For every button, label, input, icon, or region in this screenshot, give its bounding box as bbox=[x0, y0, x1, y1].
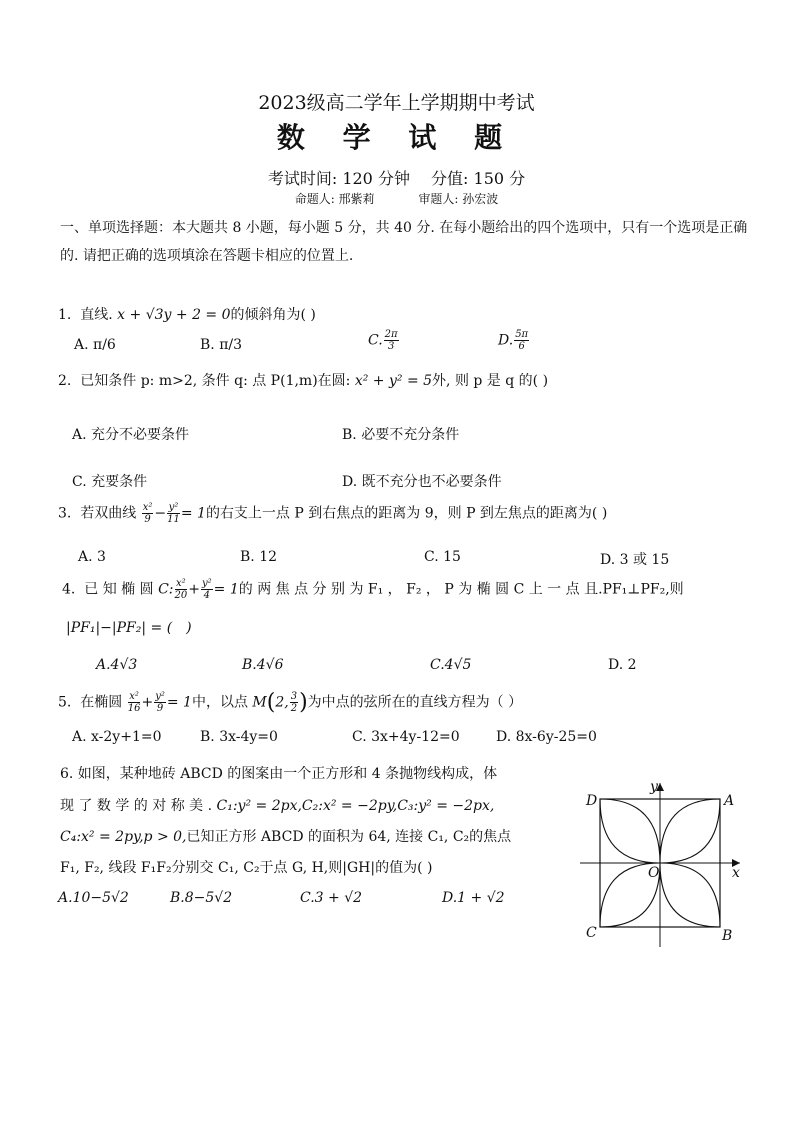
q5-option-c[interactable]: C. 3x+4y-12=0 bbox=[352, 729, 460, 745]
q6-option-b[interactable]: B.8−5√2 bbox=[170, 890, 233, 906]
q1-option-a[interactable]: A. π/6 bbox=[74, 337, 116, 353]
q2-option-d[interactable]: D. 既不充分也不必要条件 bbox=[342, 474, 502, 490]
time-score: 考试时间: 120 分钟 分值: 150 分 bbox=[267, 169, 526, 188]
q3-stem: 3. 若双曲线 $\frac{\text{x²}}{9}$ − $\frac{\text{y²}}{11}$ = 1的右支上一点 P 到右焦点的距离为 9，则 P 到左焦点的距离为( ) bbox=[58, 502, 608, 525]
parabola-arc bbox=[660, 863, 720, 927]
parabola-arc bbox=[660, 863, 720, 927]
label-b: B bbox=[722, 928, 733, 944]
authors bbox=[0, 190, 793, 207]
q3-option-b[interactable]: B. 12 bbox=[240, 549, 278, 565]
q2-option-c[interactable]: C. 充要条件 bbox=[72, 474, 148, 490]
author: 命题人: 邢紫莉 bbox=[294, 192, 375, 206]
q4-option-c[interactable]: C.4√5 bbox=[430, 657, 472, 673]
q2-option-a[interactable]: A. 充分不必要条件 bbox=[72, 427, 190, 443]
q6-line3: C₄:x² = 2py,p > 0,已知正方形 ABCD 的面积为 64, 连接 C₁, C₂的焦点 bbox=[60, 829, 512, 845]
q2-stem: 2. 已知条件 p: m>2, 条件 q: 点 P(1,m)在圆: x² + y² = 5外, 则 p 是 q 的( ) bbox=[58, 373, 549, 389]
q1-option-b[interactable]: B. π/3 bbox=[200, 337, 243, 353]
q3-option-c[interactable]: C. 15 bbox=[424, 549, 461, 565]
q6-figure bbox=[580, 775, 760, 950]
reviewer: 审题人: 孙宏波 bbox=[418, 192, 499, 206]
q4-stem: 4. 已 知 椭 圆 C: $\frac{\text{x²}}{20}$ + $\frac{\text{y²}}{4}$ = 1的 两 焦 点 分 别 为 F₁ ， F₂ ， P 为 椭 圆 C 上 一 点 且.PF₁⊥PF₂,则 bbox=[62, 578, 684, 601]
label-d: D bbox=[586, 793, 598, 809]
q5-option-a[interactable]: A. x-2y+1=0 bbox=[72, 729, 162, 745]
q4-stem-line2: |PF₁|−|PF₂| = ( ) bbox=[66, 620, 192, 636]
subject-title: 数 学 试 题 bbox=[276, 121, 517, 154]
q6-option-c[interactable]: C.3 + √2 bbox=[300, 890, 363, 906]
q6-line2: 现 了 数 学 的 对 称 美 . C₁:y² = 2px,C₂:x² = −2py,C₃:y² = −2px, bbox=[60, 798, 495, 814]
label-y: y bbox=[650, 779, 658, 795]
q3-option-a[interactable]: A. 3 bbox=[78, 549, 106, 565]
q4-option-a[interactable]: A.4√3 bbox=[96, 657, 138, 673]
q5-option-d[interactable]: D. 8x-6y-25=0 bbox=[496, 729, 597, 745]
parabola-arc bbox=[660, 799, 720, 863]
q1-option-d[interactable]: D. $\frac{5\pi}{6}$ bbox=[498, 329, 529, 352]
q5-stem: 5. 在椭圆 $\frac{\text{x²}}{16}$ + $\frac{\text{y²}}{9}$ = 1中，以点 M(2, $\frac{3}{2}$ )为中点的弦所在的直线方程为（ ） bbox=[58, 690, 523, 715]
parabola-arc bbox=[660, 799, 720, 863]
q1-option-c[interactable]: C. $\frac{2\pi}{3}$ bbox=[368, 329, 398, 352]
section1-instructions: 一、单项选择题：本大题共 8 小题，每小题 5 分，共 40 分. 在每小题给出的四个选项中，只有一个选项是正确的. 请把正确的选项填涂在答题卡相应的位置上. bbox=[60, 220, 748, 264]
q4-option-d[interactable]: D. 2 bbox=[608, 657, 637, 673]
label-c: C bbox=[586, 925, 597, 941]
q1-stem: 1. 直线. x + √3y + 2 = 0的倾斜角为( ) bbox=[58, 307, 316, 323]
label-o: O bbox=[648, 865, 660, 881]
q3-option-d[interactable]: D. 3 或 15 bbox=[600, 552, 670, 568]
label-a: A bbox=[724, 793, 735, 809]
q2-option-b[interactable]: B. 必要不充分条件 bbox=[342, 427, 460, 443]
q6-line4: F₁, F₂, 线段 F₁F₂分别交 C₁, C₂于点 G, H,则|GH|的值为( ) bbox=[60, 860, 433, 876]
q6-line1: 6. 如图，某种地砖 ABCD 的图案由一个正方形和 4 条抛物线构成，体 bbox=[60, 766, 498, 782]
q6-option-d[interactable]: D.1 + √2 bbox=[442, 890, 505, 906]
parabola-arc bbox=[600, 799, 660, 863]
q6-option-a[interactable]: A.10−5√2 bbox=[58, 890, 129, 906]
q4-option-b[interactable]: B.4√6 bbox=[242, 657, 284, 673]
exam-title: 2023级高二学年上学期期中考试 bbox=[258, 92, 535, 114]
q5-option-b[interactable]: B. 3x-4y=0 bbox=[200, 729, 278, 745]
parabola-arc bbox=[600, 799, 660, 863]
label-x: x bbox=[732, 865, 740, 881]
